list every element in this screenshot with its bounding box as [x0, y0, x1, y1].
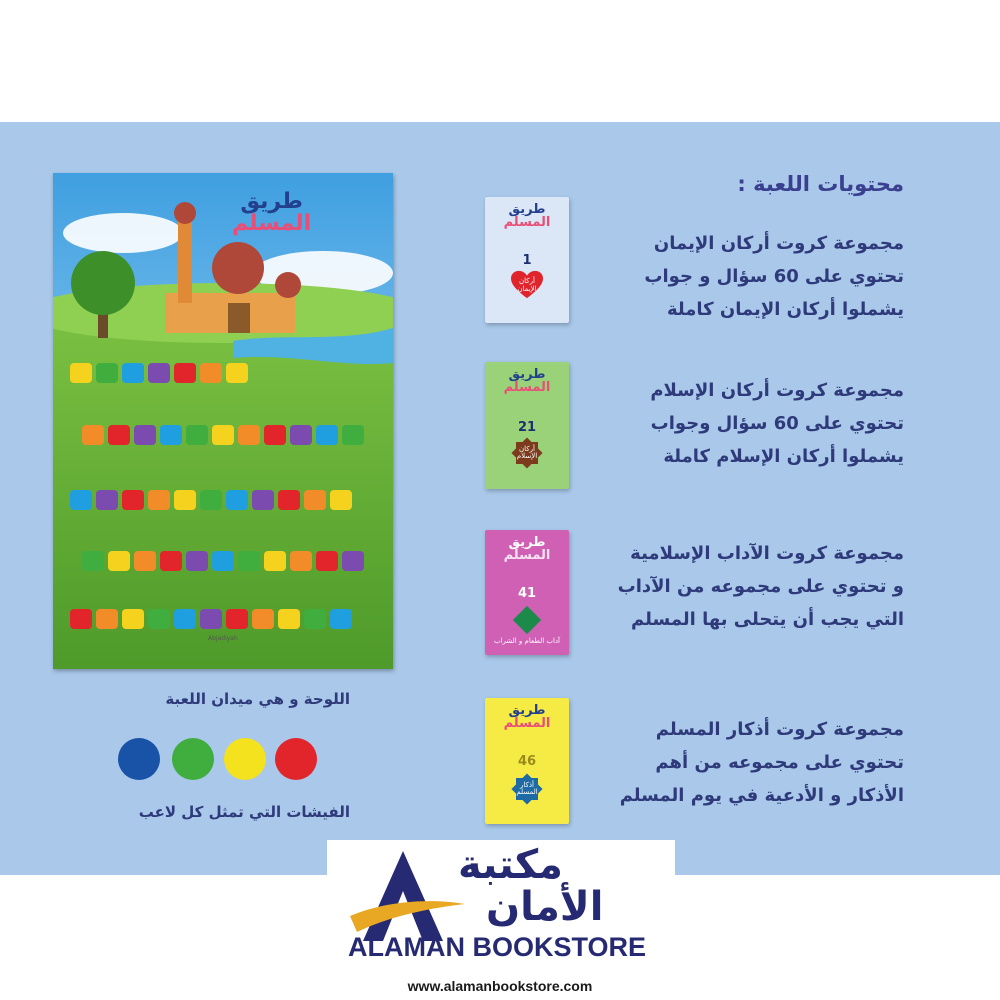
board-tile [252, 609, 274, 629]
board-tile [200, 363, 222, 383]
card-description-line: يشملوا أركان الإيمان كاملة [666, 299, 904, 320]
heart-icon [511, 272, 543, 298]
card-description-line: تحتوي على 60 سؤال و جواب [644, 266, 904, 287]
board-tile [82, 425, 104, 445]
store-name-english: ALAMAN BOOKSTORE [348, 932, 647, 962]
board-tile [70, 609, 92, 629]
board-tile [226, 609, 248, 629]
card-description-line: مجموعة كروت أركان الإيمان [653, 233, 904, 254]
card-faith [485, 197, 569, 323]
card-badge-text: أركان الإيمان [517, 277, 537, 293]
board-tile [148, 363, 170, 383]
card-description-line: مجموعة كروت أذكار المسلم [655, 719, 904, 740]
board-tile [290, 425, 312, 445]
board-tile [304, 609, 326, 629]
board-tile [122, 609, 144, 629]
contents-title: محتويات اللعبة : [737, 172, 904, 196]
card-badge-text: أذكار المسلم [516, 781, 538, 796]
board-tile [238, 425, 260, 445]
player-chip-red [275, 738, 317, 780]
board-tile [278, 490, 300, 510]
card-number: 1 [522, 253, 532, 268]
player-chip-blue [118, 738, 160, 780]
board-tile [226, 363, 248, 383]
board-tile [330, 609, 352, 629]
board-tile [70, 363, 92, 383]
card-description-line: و تحتوي على مجموعه من الآداب [617, 576, 904, 597]
board-title-line: طريق [240, 189, 303, 214]
board-tile [174, 363, 196, 383]
board-tile [96, 609, 118, 629]
board-tile [212, 551, 234, 571]
card-description-line: التي يجب أن يتحلى بها المسلم [631, 609, 904, 630]
board-tile [264, 425, 286, 445]
board-tile [252, 490, 274, 510]
board-tile [174, 490, 196, 510]
card-description-line: الأذكار و الأدعية في يوم المسلم [619, 785, 904, 806]
card-description-line: يشملوا أركان الإسلام كاملة [663, 446, 904, 467]
card-manners [485, 530, 569, 655]
board-tile [264, 551, 286, 571]
card-number: 21 [517, 420, 537, 435]
board-tile [148, 609, 170, 629]
card-number: 41 [517, 586, 537, 601]
board-tile [186, 551, 208, 571]
store-logo-mark-icon [345, 846, 465, 946]
board-tile [212, 425, 234, 445]
board-brand: Abjadiyah [208, 635, 238, 642]
board-tile [186, 425, 208, 445]
player-chip-yellow [224, 738, 266, 780]
card-logo: طريق المسلم [503, 703, 551, 731]
board-tile [134, 551, 156, 571]
store-url[interactable]: www.alamanbookstore.com [407, 978, 593, 994]
card-description-line: مجموعة كروت الآداب الإسلامية [630, 543, 904, 564]
board-tile [330, 490, 352, 510]
card-badge [516, 778, 538, 800]
board-tile [96, 490, 118, 510]
player-chip-green [172, 738, 214, 780]
card-logo: طريق المسلم [503, 535, 551, 563]
board-tile [96, 363, 118, 383]
board-tile [122, 363, 144, 383]
board-tile [160, 425, 182, 445]
board-tile [304, 490, 326, 510]
star-badge-icon [513, 606, 541, 634]
board-tile [316, 551, 338, 571]
card-badge [516, 442, 538, 464]
board-tile [148, 490, 170, 510]
board-tile [108, 551, 130, 571]
board-caption: اللوحة و هي ميدان اللعبة [165, 690, 350, 708]
board-tile [226, 490, 248, 510]
board-title-line: المسلم [232, 211, 312, 236]
board-tile [174, 609, 196, 629]
board-path [53, 173, 393, 669]
card-description-line: مجموعة كروت أركان الإسلام [650, 380, 904, 401]
card-logo: طريق المسلم [503, 202, 551, 230]
board-tile [278, 609, 300, 629]
board-tile [200, 609, 222, 629]
board-tile [134, 425, 156, 445]
store-name-arabic-line2: الأمان [486, 884, 604, 930]
card-badge-text: آداب الطعام و الشراب [493, 637, 561, 645]
board-tile [342, 425, 364, 445]
card-number: 46 [517, 754, 537, 769]
card-description-line: تحتوي على مجموعه من أهم [655, 752, 904, 773]
card-islam [485, 362, 569, 489]
board-tile [238, 551, 260, 571]
board-tile [200, 490, 222, 510]
chips-caption: الفيشات التي تمثل كل لاعب [138, 803, 350, 821]
store-name-arabic-line1: مكتبة [458, 842, 563, 888]
card-logo: طريق المسلم [503, 367, 551, 395]
board-tile [108, 425, 130, 445]
board-tile [160, 551, 182, 571]
card-description-line: تحتوي على 60 سؤال وجواب [650, 413, 904, 434]
card-badge-text: أركان الإسلام [516, 445, 538, 460]
card-adhkar [485, 698, 569, 824]
board-tile [290, 551, 312, 571]
board-tile [342, 551, 364, 571]
board-tile [82, 551, 104, 571]
board-tile [70, 490, 92, 510]
board-tile [316, 425, 338, 445]
board-tile [122, 490, 144, 510]
